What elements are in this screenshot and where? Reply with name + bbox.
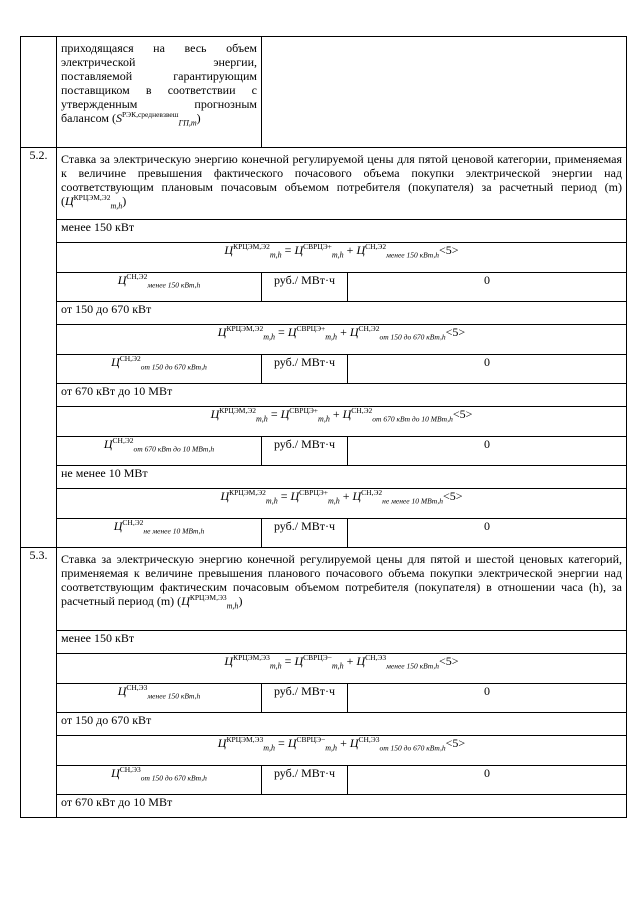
formula-footnote: <5>	[443, 489, 463, 503]
section-title-text: Ставка за электрическую энергию конечной регулируемой цены для пятой и шестой ценовых категорий, применяемая к величине превышения планового почасового объема покупки электрической энергии над соответствующим фактическим почасовым объемом потребителя (покупателя) в отношении часа (h), за расчетный период (m) (	[61, 552, 622, 608]
unit-cell: руб./ МВт·ч	[262, 273, 348, 302]
math-subscript: менее 150 кВт,h	[147, 280, 201, 290]
value-row	[21, 355, 627, 384]
category-row	[21, 220, 627, 243]
math-symbol: Ц	[349, 736, 359, 750]
formula-cell	[57, 325, 627, 355]
category-label: от 150 до 670 кВт	[57, 302, 627, 325]
unit-cell: руб./ МВт·ч	[262, 684, 348, 713]
math-subscript: m,h	[318, 414, 330, 424]
math-superscript: СН,Э2	[122, 518, 144, 527]
math-symbol: Ц	[294, 243, 304, 257]
math-symbol: Ц	[224, 654, 234, 668]
math-subscript: от 670 кВт до 10 МВт,h	[133, 444, 215, 454]
formula-footnote: <5>	[439, 654, 459, 668]
formula-row	[21, 489, 627, 519]
formula-equals: =	[275, 325, 288, 339]
math-superscript: СВРЦЭ+	[299, 488, 328, 497]
math-symbol: Ц	[290, 489, 300, 503]
math-superscript: СН,Э3	[119, 765, 141, 774]
formula-equals: =	[277, 489, 291, 503]
value-row	[21, 273, 627, 302]
math-symbol: Ц	[287, 736, 297, 750]
math-superscript: СН,Э2	[358, 324, 380, 333]
math-subscript: от 150 до 670 кВт,h	[379, 332, 446, 342]
math-symbol: Ц	[210, 407, 220, 421]
value-cell: 0	[348, 684, 627, 713]
math-subscript: m,h	[265, 496, 278, 506]
empty-number-cell	[21, 37, 57, 148]
section-title	[57, 548, 627, 631]
unit-cell: руб./ МВт·ч	[262, 519, 348, 548]
value-row	[21, 766, 627, 795]
math-symbol: Ц	[117, 273, 127, 287]
math-subscript: менее 150 кВт,h	[147, 691, 201, 701]
math-superscript: СН,Э2	[361, 488, 383, 497]
value-row	[21, 684, 627, 713]
formula-plus: +	[343, 243, 357, 257]
formula-plus: +	[343, 654, 357, 668]
math-symbol: Ц	[342, 407, 352, 421]
formula-equals: =	[275, 736, 288, 750]
math-symbol: Ц	[352, 489, 362, 503]
formula-equals: =	[267, 407, 281, 421]
math-superscript: КРЦЭМ,Э3	[226, 735, 264, 744]
value-symbol-cell	[57, 519, 262, 548]
math-superscript: КРЦЭМ,Э2	[226, 324, 264, 333]
category-label: менее 150 кВт	[57, 631, 627, 654]
math-subscript: m,h	[325, 332, 338, 342]
value-cell: 0	[348, 437, 627, 466]
continuation-line: поставляемой гарантирующим	[61, 69, 257, 83]
math-symbol: Ц	[111, 355, 120, 369]
section-header-row	[21, 148, 627, 220]
math-superscript: КРЦЭМ,Э2	[73, 193, 111, 202]
continuation-line: приходящаяся на весь объем	[61, 41, 257, 55]
math-symbol: Ц	[356, 243, 366, 257]
formula-row	[21, 243, 627, 273]
value-cell: 0	[348, 766, 627, 795]
math-symbol: Ц	[117, 684, 127, 698]
continuation-row	[21, 37, 627, 148]
value-symbol-cell	[57, 684, 262, 713]
math-subscript: m,h	[110, 201, 123, 211]
unit-cell: руб./ МВт·ч	[262, 437, 348, 466]
category-row	[21, 713, 627, 736]
continuation-text-cell	[57, 37, 262, 148]
value-symbol-cell	[57, 355, 262, 384]
tariff-table	[20, 36, 627, 818]
category-row	[21, 466, 627, 489]
category-label: от 670 кВт до 10 МВт	[57, 384, 627, 407]
section-title	[57, 148, 627, 220]
math-subscript: не менее 10 МВт,h	[143, 526, 205, 536]
formula-footnote: <5>	[445, 325, 466, 339]
math-symbol: Ц	[111, 766, 120, 780]
math-superscript: СН,Э3	[126, 683, 148, 692]
unit-cell: руб./ МВт·ч	[262, 355, 348, 384]
math-symbol: Ц	[280, 407, 290, 421]
math-superscript: СН,Э2	[119, 354, 141, 363]
math-superscript: СВРЦЭ+	[303, 242, 332, 251]
formula-row	[21, 736, 627, 766]
math-subscript: от 670 кВт до 10 МВт,h	[372, 414, 453, 424]
formula-cell	[57, 243, 627, 273]
formula-plus: +	[337, 736, 350, 750]
category-label: не менее 10 МВт	[57, 466, 627, 489]
formula-equals: =	[281, 654, 295, 668]
math-symbol: Ц	[224, 243, 234, 257]
math-subscript: m,h	[226, 601, 239, 611]
value-cell: 0	[348, 355, 627, 384]
category-row	[21, 795, 627, 818]
math-superscript: КРЦЭМ,Э3	[189, 593, 227, 602]
math-superscript: СВРЦЭ+	[289, 406, 319, 415]
math-symbol: Ц	[113, 519, 123, 533]
math-subscript: от 150 до 670 кВт,h	[379, 743, 446, 753]
math-symbol: Ц	[103, 437, 113, 451]
math-superscript: КРЦЭМ,Э2	[219, 406, 257, 415]
math-subscript: не менее 10 МВт,h	[382, 496, 443, 506]
section-title-close: )	[122, 194, 127, 208]
math-symbol: Ц	[217, 325, 227, 339]
math-symbol: Ц	[294, 654, 304, 668]
math-subscript: от 150 до 670 кВт,h	[140, 773, 207, 783]
math-symbol: Ц	[217, 736, 227, 750]
formula-plus: +	[329, 407, 343, 421]
math-symbol: Ц	[65, 194, 74, 208]
math-superscript: СВРЦЭ−	[296, 735, 326, 744]
formula-cell	[57, 407, 627, 437]
value-symbol-cell	[57, 437, 262, 466]
math-subscript: m,h	[263, 332, 276, 342]
math-subscript: m,h	[331, 250, 344, 260]
math-superscript: СН,Э2	[112, 436, 134, 445]
formula-cell	[57, 736, 627, 766]
math-superscript: КРЦЭМ,Э2	[233, 242, 270, 251]
category-label: менее 150 кВт	[57, 220, 627, 243]
section-title-text: Ставка за электрическую энергию конечной регулируемой цены для пятой ценовой категории, применяемая к величине превышения фактического почасового объема покупки электрической энергии над соответствующим плановым почасовым объемом потребителя (покупателя) за расчетный период (m) (	[61, 152, 622, 208]
formula-cell	[57, 654, 627, 684]
math-subscript: m,h	[331, 661, 344, 671]
section-title-close: )	[238, 594, 243, 608]
math-superscript: СВРЦЭ+	[296, 324, 326, 333]
formula-row	[21, 407, 627, 437]
math-superscript: СН,Э2	[351, 406, 373, 415]
math-superscript: СН,Э2	[365, 242, 387, 251]
formula-plus: +	[339, 489, 353, 503]
math-subscript: менее 150 кВт,h	[386, 250, 440, 260]
formula-footnote: <5>	[452, 407, 473, 421]
value-symbol-cell	[57, 273, 262, 302]
continuation-line: поставщиком в соответствии с	[61, 83, 257, 97]
math-subscript: менее 150 кВт,h	[386, 661, 440, 671]
math-symbol: Ц	[287, 325, 297, 339]
continuation-line: утвержденным прогнозным	[61, 97, 257, 111]
continuation-line: электрической энергии,	[61, 55, 257, 69]
formula-equals: =	[281, 243, 295, 257]
category-label: от 150 до 670 кВт	[57, 713, 627, 736]
math-subscript: от 150 до 670 кВт,h	[140, 362, 207, 372]
empty-value-cell	[262, 37, 627, 148]
formula-row	[21, 654, 627, 684]
math-symbol: Ц	[356, 654, 366, 668]
math-superscript: СН,Э2	[126, 272, 148, 281]
formula-row	[21, 325, 627, 355]
math-subscript: m,h	[256, 414, 268, 424]
math-symbol: Ц	[220, 489, 230, 503]
math-superscript: СН,Э3	[358, 735, 380, 744]
formula-plus: +	[337, 325, 350, 339]
math-subscript: m,h	[269, 661, 282, 671]
math-symbol: Ц	[181, 594, 190, 608]
math-subscript: m,h	[269, 250, 282, 260]
category-row	[21, 631, 627, 654]
category-label: от 670 кВт до 10 МВт	[57, 795, 627, 818]
value-row	[21, 519, 627, 548]
value-symbol-cell	[57, 766, 262, 795]
value-row	[21, 437, 627, 466]
continuation-line-last: балансом $(S^{РЭК,средневзвеш}_{ГП,m})$	[61, 110, 201, 128]
math-superscript: СН,Э3	[365, 653, 387, 662]
math-superscript: СВРЦЭ−	[303, 653, 332, 662]
math-subscript: m,h	[325, 743, 338, 753]
math-superscript: КРЦЭМ,Э3	[233, 653, 270, 662]
formula-footnote: <5>	[445, 736, 466, 750]
formula-footnote: <5>	[439, 243, 459, 257]
unit-cell: руб./ МВт·ч	[262, 766, 348, 795]
math-symbol: Ц	[349, 325, 359, 339]
value-cell: 0	[348, 519, 627, 548]
math-superscript: КРЦЭМ,Э2	[229, 488, 266, 497]
section-header-row	[21, 548, 627, 631]
math-subscript: m,h	[327, 496, 340, 506]
formula-cell	[57, 489, 627, 519]
category-row	[21, 384, 627, 407]
math-subscript: m,h	[263, 743, 276, 753]
section-number: 5.3.	[21, 548, 57, 818]
section-number: 5.2.	[21, 148, 57, 548]
category-row	[21, 302, 627, 325]
value-cell: 0	[348, 273, 627, 302]
